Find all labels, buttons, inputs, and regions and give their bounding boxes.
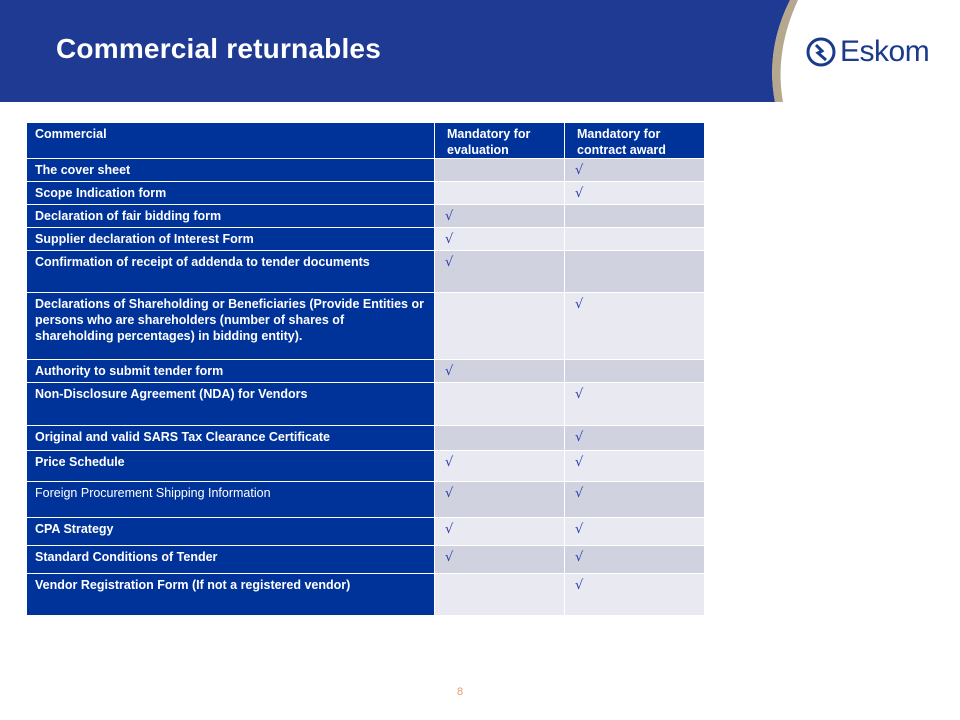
row-label: Vendor Registration Form (If not a registered vendor) [27,574,435,616]
row-label: Declarations of Shareholding or Beneficiaries (Provide Entities or persons who are shareholders (number of shares of shareholding percentages) in bidding entity). [27,293,435,360]
check-mark-icon: √ [575,522,584,537]
header-mandatory-evaluation: Mandatory for evaluation [435,123,565,159]
check-mark-icon [443,430,445,445]
check-mark-icon: √ [575,578,584,593]
check-mark-icon: √ [575,550,584,565]
check-mark-icon: √ [575,297,584,312]
check-mark-icon [573,255,575,270]
table-header-row [27,123,705,159]
check-mark-icon: √ [575,387,584,402]
table-row [27,159,705,182]
row-label: Original and valid SARS Tax Clearance Certificate [27,426,435,451]
table-row [27,182,705,205]
header-mandatory-contract-award: Mandatory for contract award [565,123,705,159]
slide-header [0,0,960,102]
check-mark-icon [443,578,445,593]
table-row [27,383,705,426]
table-row [27,518,705,546]
check-mark-icon [443,186,445,201]
row-label: Authority to submit tender form [27,360,435,383]
check-mark-icon: √ [445,522,454,537]
table-row [27,482,705,518]
row-label: CPA Strategy [27,518,435,546]
row-label: Standard Conditions of Tender [27,546,435,574]
row-label: Non-Disclosure Agreement (NDA) for Vendors [27,383,435,426]
row-label: Declaration of fair bidding form [27,205,435,228]
table-row [27,293,705,360]
check-mark-icon: √ [575,430,584,445]
table-row [27,426,705,451]
table-row [27,228,705,251]
check-mark-icon: √ [445,550,454,565]
eskom-logo-icon [806,37,836,67]
eskom-logo-text: Eskom [840,35,930,68]
check-mark-icon: √ [445,455,454,470]
table-row [27,451,705,482]
check-mark-icon [443,163,445,178]
check-mark-icon: √ [575,486,584,501]
header-commercial: Commercial [27,123,435,159]
row-label: Supplier declaration of Interest Form [27,228,435,251]
check-mark-icon: √ [445,486,454,501]
row-label: The cover sheet [27,159,435,182]
page-number: 8 [457,686,464,698]
eskom-logo [806,34,929,70]
check-mark-icon: √ [445,209,454,224]
check-mark-icon: √ [575,163,584,178]
check-mark-icon [573,364,575,379]
check-mark-icon [443,387,445,402]
table-row [27,360,705,383]
row-label: Price Schedule [27,451,435,482]
commercial-returnables-table [26,122,705,616]
check-mark-icon: √ [445,255,454,270]
row-label: Foreign Procurement Shipping Information [27,482,435,518]
page-title: Commercial returnables [56,33,381,64]
check-mark-icon: √ [445,364,454,379]
row-label: Confirmation of receipt of addenda to tender documents [27,251,435,293]
table-row [27,574,705,616]
check-mark-icon [573,232,575,247]
table-row [27,251,705,293]
check-mark-icon [443,297,445,312]
check-mark-icon: √ [575,186,584,201]
check-mark-icon [573,209,575,224]
check-mark-icon: √ [445,232,454,247]
table-row [27,205,705,228]
row-label: Scope Indication form [27,182,435,205]
table-row [27,546,705,574]
check-mark-icon: √ [575,455,584,470]
